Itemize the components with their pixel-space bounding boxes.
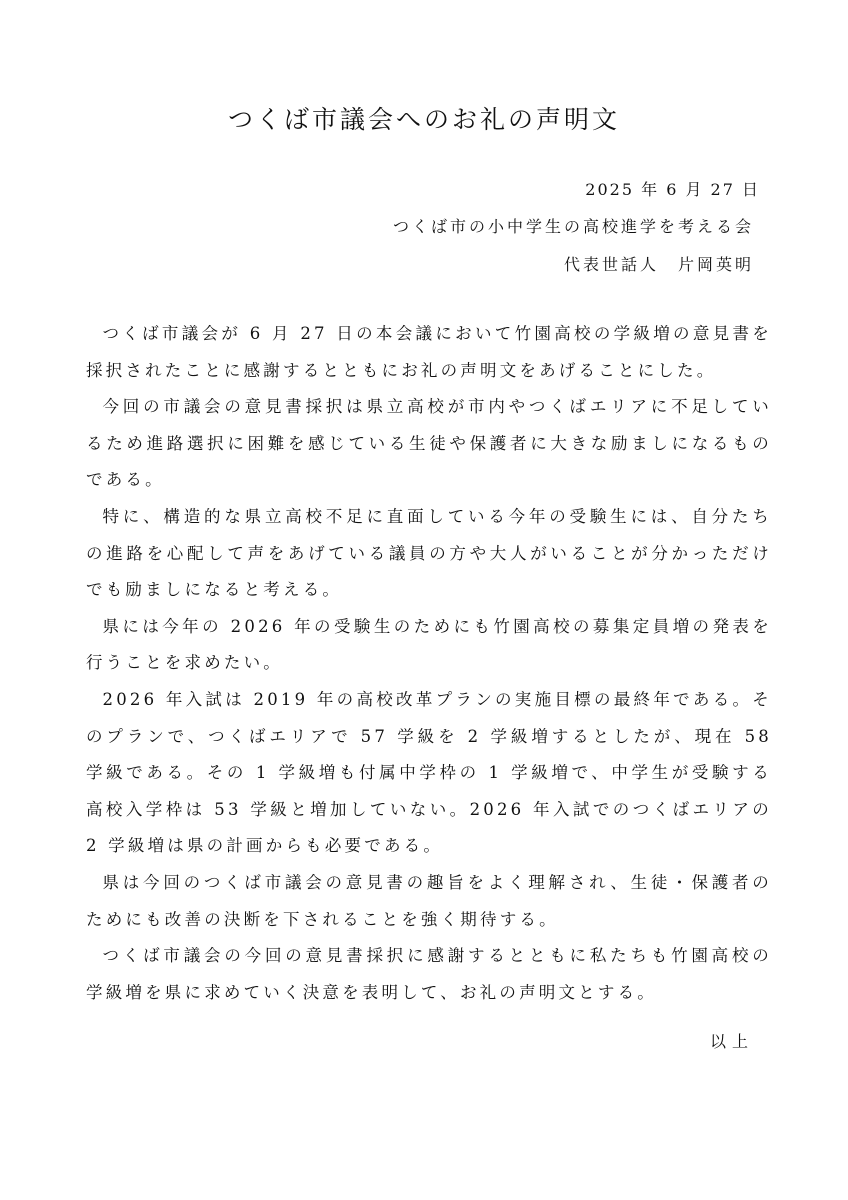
body-paragraph: 特に、構造的な県立高校不足に直面している今年の受験生には、自分たちの進路を心配して声をあげている議員の方や大人がいることが分かっただけでも励ましになると考える。 [86,506,772,600]
document-body [86,316,772,1011]
closing-mark: 以上 [709,1032,754,1051]
organization-name: つくば市の小中学生の高校進学を考える会 [392,217,754,236]
body-paragraph: つくば市議会が 6 月 27 日の本会議において竹園高校の学級増の意見書を採択されたことに感謝するとともにお礼の声明文をあげることにした。 [86,324,772,380]
body-paragraph: 県は今回のつくば市議会の意見書の趣旨をよく理解され、生徒・保護者のためにも改善の決断を下されることを強く期待する。 [86,872,772,929]
body-paragraph: つくば市議会の今回の意見書採択に感謝するとともに私たちも竹園高校の学級増を県に求めていく決意を表明して、お礼の声明文とする。 [86,946,772,1002]
body-paragraph: 県には今年の 2026 年の受験生のためにも竹園高校の募集定員増の発表を行うことを求めたい。 [86,616,772,673]
representative-name: 代表世話人 片岡英明 [563,255,754,274]
document-date: 2025 年 6 月 27 日 [585,180,760,199]
body-paragraph: 2026 年入試は 2019 年の高校改革プランの実施目標の最終年である。そのプランで、つくばエリアで 57 学級を 2 学級増するとしたが、現在 58 学級である。その 1 学級増も付属中学枠の 1 学級増で、中学生が受験する高校入学枠は 53 学級と増加していない。2026 年入試でのつくばエリアの 2 学級増は県の計画からも必要である。 [86,689,772,856]
document-title: つくば市議会へのお礼の声明文 [227,105,620,134]
body-paragraph: 今回の市議会の意見書採択は県立高校が市内やつくばエリアに不足しているため進路選択に困難を感じている生徒や保護者に大きな励ましになるものである。 [86,397,772,490]
